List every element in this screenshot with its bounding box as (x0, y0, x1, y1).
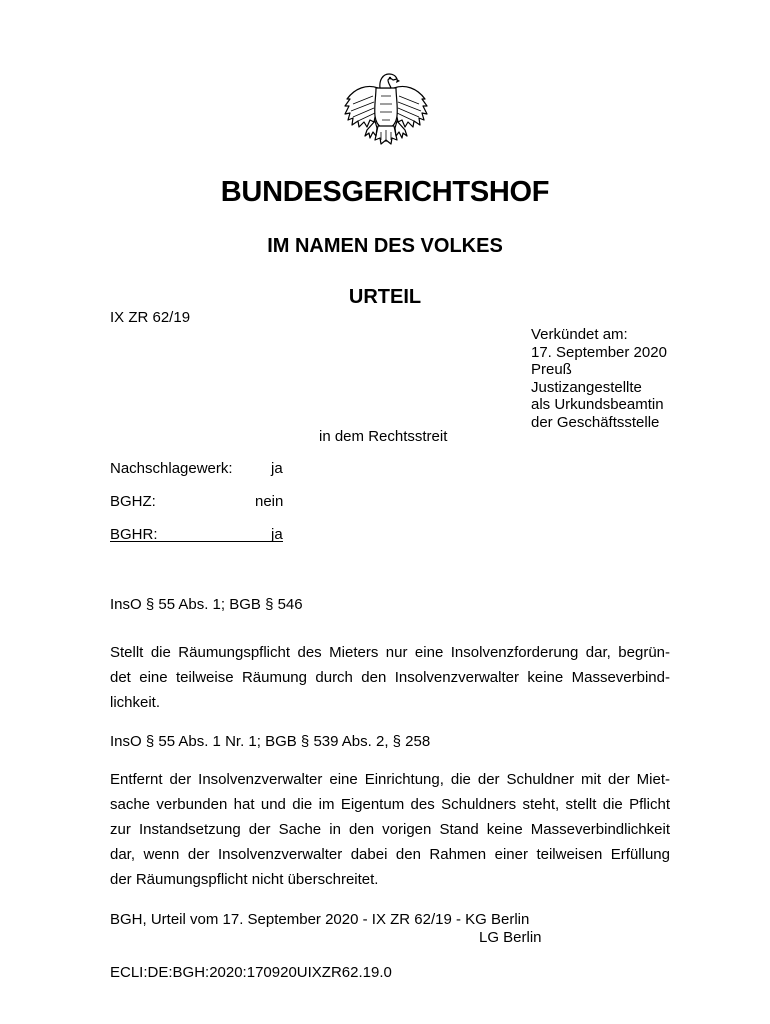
guiding-principle-2 (110, 767, 670, 892)
clerk-office: der Geschäftsstelle (531, 413, 660, 431)
classification-label-bghr: BGHR: (110, 526, 158, 543)
pronouncement-date: 17. September 2020 (531, 343, 667, 361)
principle-2-line-1: Entfernt der Insolvenzverwalter eine Einrichtung, die der Schuldner mit der Miet- (110, 771, 670, 788)
bghr-underline (110, 541, 283, 542)
classification-label-bghz: BGHZ: (110, 493, 156, 510)
norms-heading-2: InsO § 55 Abs. 1 Nr. 1; BGB § 539 Abs. 2, § 258 (110, 733, 431, 750)
classification-value-nachschlagewerk: ja (271, 460, 283, 477)
classification-label-nachschlagewerk: Nachschlagewerk: (110, 460, 233, 477)
principle-2-line-4: dar, wenn der Insolvenzverwalter dabei den Rahmen einer teilweisen Erfüllung (110, 846, 670, 863)
ecli-identifier: ECLI:DE:BGH:2020:170920UIXZR62.19.0 (110, 964, 392, 981)
principle-2-line-5: der Räumungspflicht nicht überschreitet. (110, 871, 379, 888)
citation-line-1: BGH, Urteil vom 17. September 2020 - IX ZR 62/19 - KG Berlin (110, 911, 530, 928)
principle-1-line-1: Stellt die Räumungspflicht des Mieters nur eine Insolvenzforderung dar, begrün- (110, 644, 670, 661)
pronouncement-label: Verkündet am: (531, 326, 628, 343)
pronouncement-block (531, 326, 667, 431)
document-type: URTEIL (348, 286, 422, 308)
classification-value-bghz: nein (255, 493, 284, 510)
clerk-role: Justizangestellte (531, 378, 642, 396)
case-number: IX ZR 62/19 (110, 309, 191, 326)
in-dispute-text: in dem Rechtsstreit (319, 428, 448, 445)
court-name: BUNDESGERICHTSHOF (220, 176, 550, 208)
principle-1-line-2: det eine teilweise Räumung durch den Insolvenzverwalter keine Masseverbind- (110, 669, 670, 686)
federal-eagle-emblem (343, 66, 429, 150)
clerk-name: Preuß (531, 361, 572, 378)
principle-2-line-3: zur Instandsetzung der Sache in den vorigen Stand keine Masseverbindlichkeit (110, 821, 670, 838)
principle-2-line-2: sache verbunden hat und die im Eigentum des Schuldners steht, stellt die Pflicht (110, 796, 670, 813)
norms-heading-1: InsO § 55 Abs. 1; BGB § 546 (110, 596, 303, 613)
in-the-name-of-the-people: IM NAMEN DES VOLKES (267, 235, 503, 257)
clerk-role-2: als Urkundsbeamtin (531, 396, 664, 413)
citation-line-2: LG Berlin (479, 929, 542, 946)
principle-1-line-3: lichkeit. (110, 694, 161, 711)
guiding-principle-1 (110, 640, 670, 715)
classification-value-bghr: ja (271, 526, 283, 543)
